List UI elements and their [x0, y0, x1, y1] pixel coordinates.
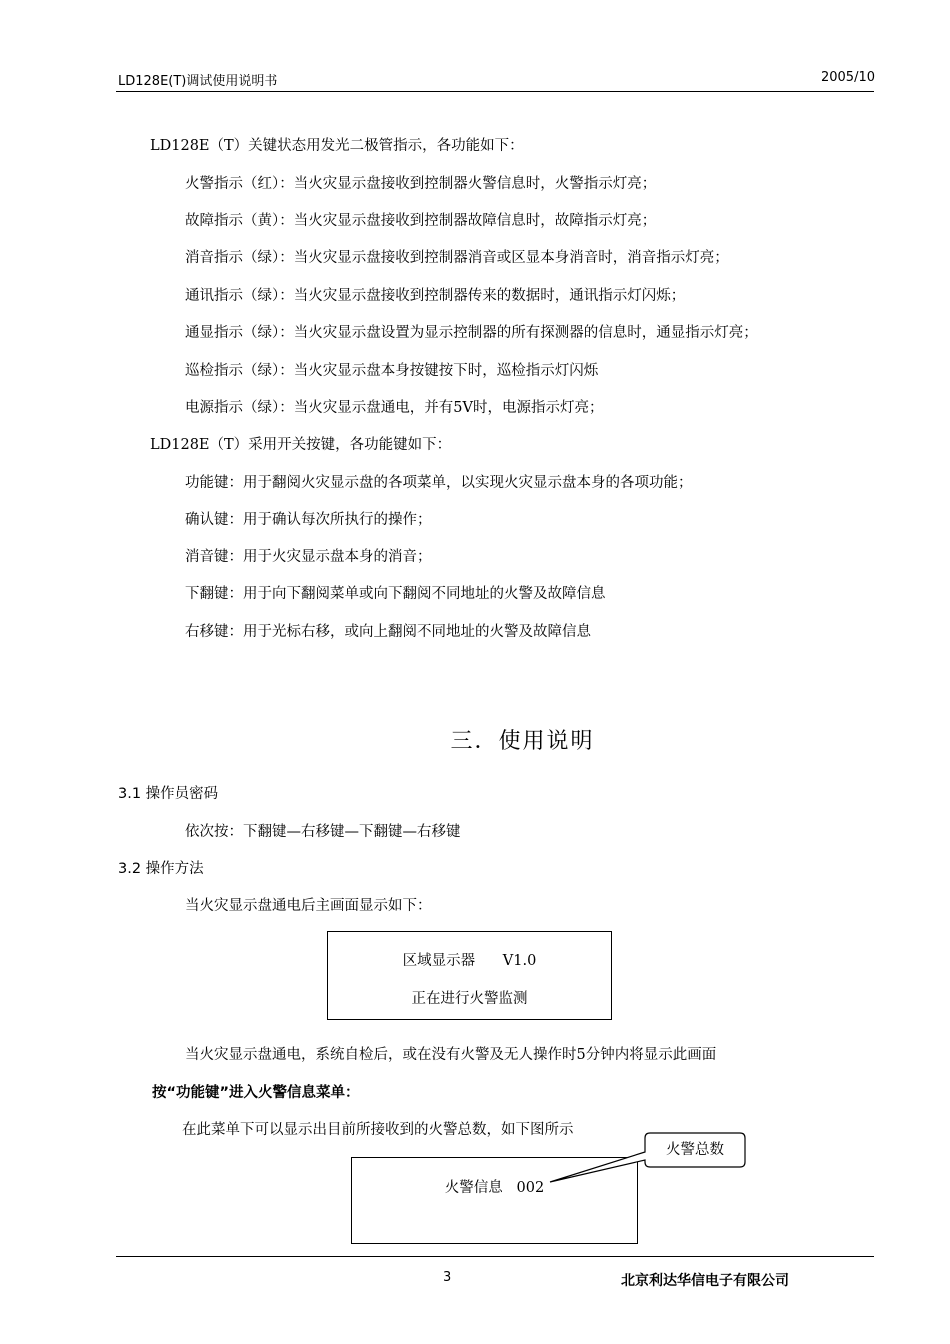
- document-title: LD128E(T)调试使用说明书: [118, 74, 278, 89]
- section-title: 三．使用说明: [450, 729, 595, 754]
- company-name: 北京利达华信电子有限公司: [621, 1273, 789, 1289]
- main-screen-line-1: 区域显示器 V1.0: [402, 953, 537, 969]
- indicator-fault: 故障指示（黄）：当火灾显示盘接收到控制器故障信息时，故障指示灯亮；: [185, 213, 657, 229]
- main-screen-description: 当火灾显示盘通电，系统自检后，或在没有火警及无人操作时5分钟内将显示此画面: [185, 1047, 717, 1063]
- callout-label: 火警总数: [666, 1142, 724, 1158]
- main-screen-line-2: 正在进行火警监测: [411, 991, 528, 1007]
- key-down: 下翻键：用于向下翻阅菜单或向下翻阅不同地址的火警及故障信息: [185, 586, 606, 602]
- footer-divider: [116, 1256, 874, 1257]
- section-3-2-heading: 3.2 操作方法: [118, 861, 204, 877]
- indicator-fire: 火警指示（红）：当火灾显示盘接收到控制器火警信息时，火警指示灯亮；: [185, 176, 657, 192]
- indicators-intro: LD128E（T）关键状态用发光二极管指示，各功能如下：: [150, 138, 524, 154]
- key-confirm: 确认键：用于确认每次所执行的操作；: [185, 512, 432, 528]
- indicator-comm: 通讯指示（绿）：当火灾显示盘接收到控制器传来的数据时，通讯指示灯闪烁；: [185, 288, 686, 304]
- keys-intro: LD128E（T）采用开关按键，各功能键如下：: [150, 437, 452, 453]
- main-screen-intro: 当火灾显示盘通电后主画面显示如下：: [185, 898, 432, 914]
- indicator-display-all: 通显指示（绿）：当火灾显示盘设置为显示控制器的所有探测器的信息时，通显指示灯亮；: [185, 325, 758, 341]
- fire-menu-description: 在此菜单下可以显示出目前所接收到的火警总数，如下图所示: [182, 1122, 574, 1138]
- key-mute: 消音键：用于火灾显示盘本身的消音；: [185, 549, 432, 565]
- header-divider: [116, 91, 874, 92]
- section-3-1-heading: 3.1 操作员密码: [118, 786, 219, 802]
- indicator-mute: 消音指示（绿）：当火灾显示盘接收到控制器消音或区显本身消音时，消音指示灯亮；: [185, 250, 729, 266]
- page-number: 3: [443, 1270, 452, 1285]
- document-date: 2005/10: [820, 70, 875, 85]
- key-right: 右移键：用于光标右移，或向上翻阅不同地址的火警及故障信息: [185, 624, 591, 640]
- indicator-power: 电源指示（绿）：当火灾显示盘通电，并有5V时，电源指示灯亮；: [185, 400, 604, 416]
- indicator-patrol: 巡检指示（绿）：当火灾显示盘本身按键按下时，巡检指示灯闪烁: [185, 363, 599, 379]
- password-sequence: 依次按：下翻键—右移键—下翻键—右移键: [185, 824, 461, 840]
- fire-info-line: 火警信息 002: [444, 1180, 545, 1196]
- function-key-heading: 按“功能键”进入火警信息菜单：: [152, 1085, 360, 1101]
- main-screen-display: [327, 931, 612, 1020]
- key-function: 功能键：用于翻阅火灾显示盘的各项菜单，以实现火灾显示盘本身的各项功能；: [185, 475, 693, 491]
